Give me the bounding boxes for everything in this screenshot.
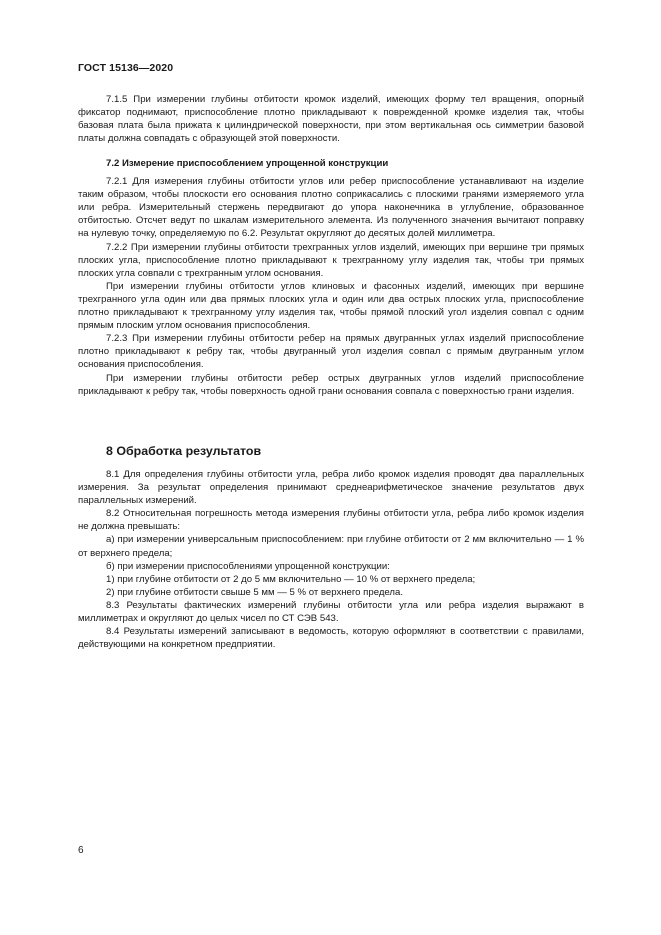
paragraph-8-2-a: а) при измерении универсальным приспособлением: при глубине отбитости от 2 мм включительно — 1 % от верхнего предела; [78,534,584,559]
page-number: 6 [78,845,84,856]
text-block-7-1-5 [78,93,584,145]
text-block-7-2 [78,157,584,398]
paragraph-7-2-3: 7.2.3 При измерении глубины отбитости ребер на прямых двугранных углах изделий приспособление плотно прикладывают к ребру так, чтобы двугранный угол изделия совпал с прямым двугранным углом основания приспособления. [78,333,584,371]
paragraph-7-2-2-continued: При измерении глубины отбитости углов клиновых и фасонных изделий, имеющих при вершине трехгранного угла один или два прямых плоских угла и один или два острых плоских угла, приспособление плотно прикладывают к трехгранному углу изделия так, чтобы прямой плоский угол изделия совпал с одним прямым плоским углом основания приспособления. [78,280,584,332]
paragraph-7-2-1: 7.2.1 Для измерения глубины отбитости углов или ребер приспособление устанавливают на изделие таким образом, чтобы плоскости его основания плотно соприкасались с плоскими гранями измеряемого угла или ребра. Измерительный стержень передвигают до упора наконечника в углубление, образованное отбитостью. Отсчет ведут по шкалам измерительного элемента. Из полученного значения вычитают поправку на нулевую точку, определяемую по 6.2. Результат округляют до десятых долей миллиметра. [78,176,584,240]
section-heading-8: 8 Обработка результатов [106,444,262,458]
subheading-7-2: 7.2 Измерение приспособлением упрощенной конструкции [106,158,389,169]
document-code-header: ГОСТ 15136—2020 [78,62,174,74]
paragraph-8-2-b-1: 1) при глубине отбитости от 2 до 5 мм включительно — 10 % от верхнего предела; [106,573,476,585]
paragraph-8-1: 8.1 Для определения глубины отбитости угла, ребра либо кромок изделия проводят два параллельных измерения. За результат определения принимают среднеарифметическое значение результатов двух параллельных измерений. [78,469,584,507]
paragraph-8-2-b: б) при измерении приспособлениями упрощенной конструкции: [106,560,390,572]
paragraph-8-2-b-2: 2) при глубине отбитости свыше 5 мм — 5 % от верхнего предела. [106,586,404,598]
paragraph-7-2-3-continued: При измерении глубины отбитости ребер острых двугранных углов изделий приспособление прикладывают к ребру так, чтобы поверхность одной грани основания совпала с поверхностью грани изделия. [78,372,584,397]
text-block-8 [78,468,584,651]
paragraph-8-3: 8.3 Результаты фактических измерений глубины отбитости угла или ребра изделия выражают в миллиметрах и округляют до целых чисел по СТ СЭВ 543. [78,599,584,625]
paragraph-7-2-2: 7.2.2 При измерении глубины отбитости трехгранных углов изделий, имеющих при вершине три прямых плоских угла, приспособление плотно прикладывают к трехгранному углу изделия так, чтобы три прямых плоских угла совпали с трехгранным углом основания. [78,241,584,279]
paragraph-8-2: 8.2 Относительная погрешность метода измерения глубины отбитости угла, ребра либо кромок изделия не должна превышать: [78,508,584,533]
paragraph-8-4: 8.4 Результаты измерений записывают в ведомость, которую оформляют в соответствии с правилами, действующими на конкретном предприятии. [78,626,584,651]
paragraph-7-1-5: 7.1.5 При измерении глубины отбитости кромок изделий, имеющих форму тел вращения, опорный фиксатор поднимают, приспособление плотно прикладывают к поврежденной кромке изделия так, чтобы базовая плата была прижата к цилиндрической поверхности, при этом вертикальная ось симметрии базовой платы должна совпадать с образующей этой поверхности. [78,94,584,145]
